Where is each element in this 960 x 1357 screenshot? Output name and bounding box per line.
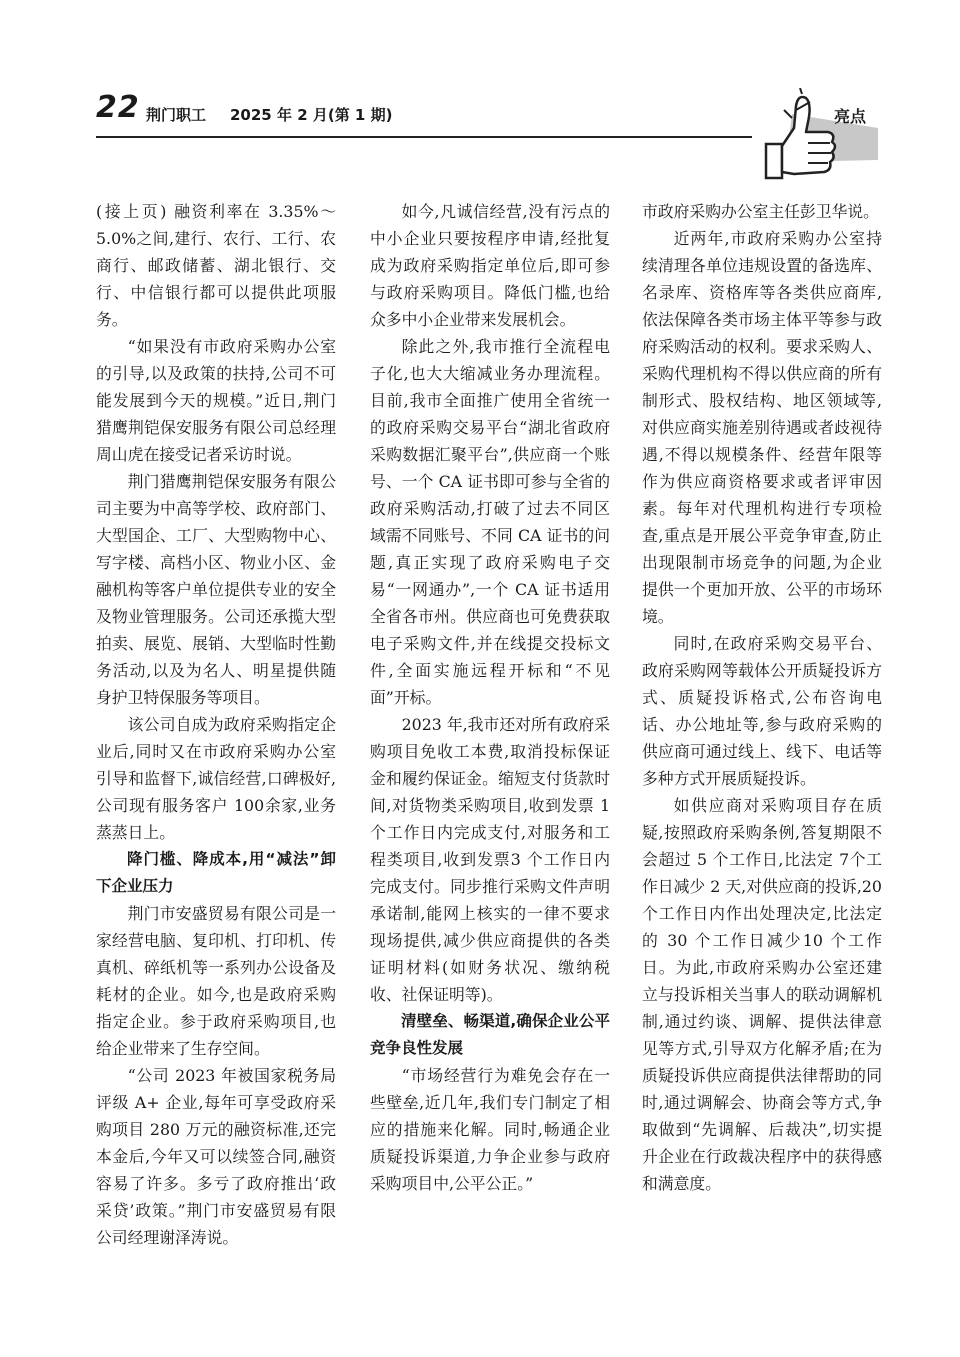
- header-rule: [96, 136, 768, 138]
- paragraph: [96, 198, 336, 333]
- paragraph: 2023 年,我市还对所有政府采购项目免收工本费,取消投标保证金和履约保证金。缩短支付货款时间,对货物类采购项目,收到发票 1 个工作日内完成支付,对服务和工程类项目,收到发票3 个工作日内完成支付。同步推行采购文件声明承诺制,能网上核实的一律不要求现场提供,减少供应商提供的各类证明材料(如财务状况、缴纳税收、社保证明等)。: [370, 715, 610, 1004]
- continued-marker: (接上页): [96, 202, 168, 221]
- page-number: 22: [96, 90, 140, 125]
- paragraph: 如今,凡诚信经营,没有污点的中小企业只要按程序申请,经批复成为政府采购指定单位后,即可参与政府采购项目。降低门槛,也给众多中小企业带来发展机会。: [370, 202, 610, 329]
- paragraph: 市政府采购办公室主任彭卫华说。: [642, 202, 879, 221]
- issue-date: 2025 年 2 月(第 1 期): [230, 106, 393, 124]
- paragraph: 近两年,市政府采购办公室持续清理各单位违规设置的备选库、名录库、资格库等各类供应商库,依法保障各类市场主体平等参与政府采购活动的权利。要求采购人、采购代理机构不得以供应商的所有制形式、股权结构、地区领域等,对供应商实施差别待遇或者歧视待遇,不得以规模条件、经营年限等作为供应商资格要求或者评审因素。每年对代理机构进行专项检查,重点是开展公平竞争审查,防止出现限制市场竞争的问题,为企业提供一个更加开放、公平的市场环境。: [642, 229, 882, 626]
- publication-name: 荆门职工: [146, 106, 207, 124]
- column-3: [642, 198, 882, 1197]
- column-1: [96, 198, 336, 1251]
- paragraph: 除此之外,我市推行全流程电子化,也大大缩减业务办理流程。目前,我市全面推广使用全省统一的政府采购交易平台“湖北省政府采购数据汇聚平台”,供应商一个账号、一个 CA 证书即可参与全省的政府采购活动,打破了过去不同区域需不同账号、不同 CA 证书的问题,真正实现了政府采购电子交易“一网通办”,一个 CA 证书适用全省各市州。供应商也可免费获取电子采购文件,并在线提交投标文件,全面实施远程开标和“不见面”开标。: [370, 337, 610, 707]
- paragraph: “公司 2023 年被国家税务局评级 A+ 企业,每年可享受政府采购项目 280 万元的融资标准,还完本金后,今年又可以续签合同,融资容易了许多。多亏了政府推出‘政采贷’政策。”荆门市安盛贸易有限公司经理谢泽涛说。: [96, 1066, 336, 1247]
- subheading: 清壁垒、畅渠道,确保企业公平竞争良性发展: [370, 1012, 610, 1057]
- column-2: [370, 198, 610, 1197]
- paragraph: 如供应商对采购项目存在质疑,按照政府采购条例,答复期限不会超过 5 个工作日,比法定 7个工作日减少 2 天,对供应商的投诉,20 个工作日内作出处理决定,比法定的 30 个工作日减少10 个工作日。为此,市政府采购办公室还建立与投诉相关当事人的联动调解机制,通过约谈、调解、提供法律意见等方式,引导双方化解矛盾;在为质疑投诉供应商提供法律帮助的同时,通过调解会、协商会等方式,争取做到“先调解、后裁决”,切实提升企业在行政裁决程序中的获得感和满意度。: [642, 796, 882, 1193]
- section-tag: 亮点: [834, 107, 867, 126]
- paragraph: 该公司自成为政府采购指定企业后,同时又在市政府采购办公室引导和监督下,诚信经营,口碑极好,公司现有服务客户 100余家,业务蒸蒸日上。: [96, 715, 336, 842]
- thumbs-up-icon: [752, 88, 880, 184]
- paragraph-text: 融资利率在 3.35%～5.0%之间,建行、农行、工行、农商行、邮政储蓄、湖北银行、交行、中信银行都可以提供此项服务。: [96, 202, 336, 329]
- subheading: 降门槛、降成本,用“减法”卸下企业压力: [96, 850, 336, 895]
- paragraph: 荆门猎鹰荆铠保安服务有限公司主要为中高等学校、政府部门、大型国企、工厂、大型购物中心、写字楼、高档小区、物业小区、金融机构等客户单位提供专业的安全及物业管理服务。公司还承揽大型拍卖、展览、展销、大型临时性勤务活动,以及为名人、明星提供随身护卫特保服务等项目。: [96, 472, 336, 707]
- paragraph: “市场经营行为难免会存在一些壁垒,近几年,我们专门制定了相应的措施来化解。同时,畅通企业质疑投诉渠道,力争企业参与政府采购项目中,公平公正。”: [370, 1066, 610, 1193]
- paragraph: 同时,在政府采购交易平台、政府采购网等载体公开质疑投诉方式、质疑投诉格式,公布咨询电话、办公地址等,参与政府采购的供应商可通过线上、线下、电话等多种方式开展质疑投诉。: [642, 634, 882, 788]
- paragraph: 荆门市安盛贸易有限公司是一家经营电脑、复印机、打印机、传真机、碎纸机等一系列办公设备及耗材的企业。如今,也是政府采购指定企业。参于政府采购项目,也给企业带来了生存空间。: [96, 904, 336, 1058]
- paragraph: “如果没有市政府采购办公室的引导,以及政策的扶持,公司不可能发展到今天的规模。”近日,荆门猎鹰荆铠保安服务有限公司总经理周山虎在接受记者采访时说。: [96, 337, 336, 464]
- page-header: [0, 0, 960, 190]
